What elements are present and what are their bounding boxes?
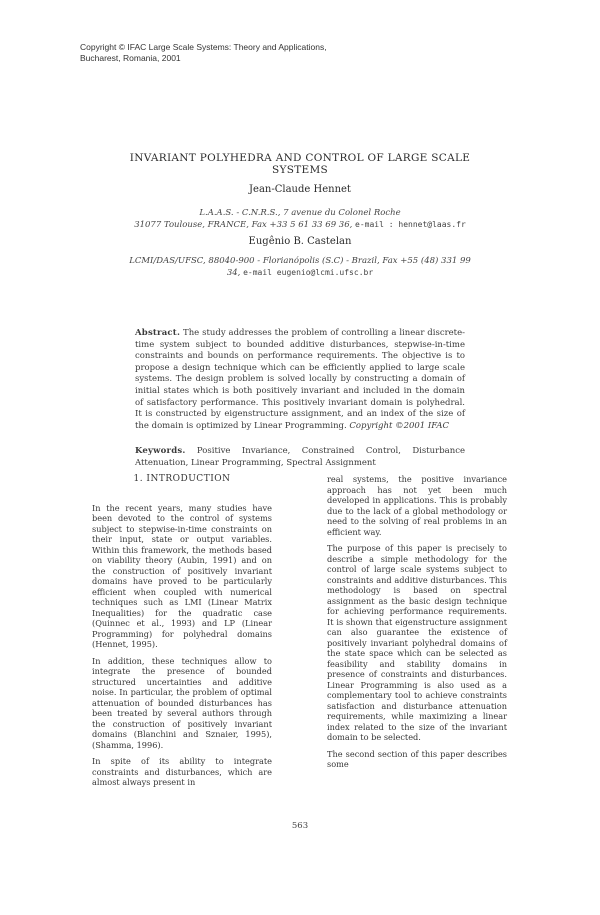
paragraph: real systems, the positive invariance approach has not yet been much developed in applications. This is probably due to the lack of a global methodology or need to the solving of real problems in an efficient way. <box>327 474 507 537</box>
keywords-label: Keywords. <box>135 446 186 456</box>
paragraph: In addition, these techniques allow to integrate the presence of bounded structured uncertainties and additive noise. In particular, the problem of optimal attenuation of bounded disturbances has been treated by several authors through the construction of positively invariant domains (Blanchini and Sznaier, 1995), (Shamma, 1996). <box>92 655 272 750</box>
author-1-name: Jean-Claude Hennet <box>249 184 351 195</box>
author-1-affil-line-2 <box>110 219 490 231</box>
author-1-affil-line-1: L.A.A.S. - C.N.R.S., 7 avenue du Colonel Roche <box>199 208 401 218</box>
copyright-line-1: Copyright © IFAC Large Scale Systems: Theory and Applications, <box>80 42 327 52</box>
keywords <box>135 446 465 469</box>
abstract-label: Abstract. <box>135 328 181 338</box>
abstract-copyright: Copyright ©2001 IFAC <box>349 420 450 431</box>
left-column <box>92 474 272 794</box>
paragraph: In the recent years, many studies have been devoted to the control of systems subject to stepwise-in-time constraints on their input, state or output variables. Within this framework, the methods based on viability theory (Aubin, 1991) and on the construction of positively invariant domains have proved to be particularly efficient when coupled with numerical techniques such as LMI (Linear Matrix Inequalities) for the quadratic case (Quinnec et al., 1993) and LP (Linear Programming) for polyhedral domains (Hennet, 1995). <box>92 502 272 649</box>
paragraph: The second section of this paper describes some <box>327 748 507 769</box>
author-2-affil-line-1: LCMI/DAS/UFSC, 88040-900 - Florianópolis (S.C) - Brazil, Fax +55 (48) 331 99 <box>129 256 471 266</box>
right-column <box>327 474 507 776</box>
author-1-affil-address: 31077 Toulouse, FRANCE, Fax +33 5 61 33 69 36, <box>134 220 353 230</box>
author-2-name: Eugênio B. Castelan <box>248 236 352 247</box>
abstract-text: The study addresses the problem of controlling a linear discrete-time system subject to bounded additive disturbances, stepwise-in-time constraints and bounds on performance requirements. The objective is to propose a design technique which can be efficiently applied to large scale systems. The design problem is solved locally by constructing a domain of initial states which is both positively invariant and included in the domain of satisfactory performance. This positively invariant domain is polyhedral. It is constructed by eigenstructure assignment, and an index of the size of the domain is optimized by Linear Programming. <box>135 328 465 431</box>
copyright-notice <box>80 42 400 64</box>
author-2-email: e-mail eugenio@lcmi.ufsc.br <box>243 268 374 277</box>
author-2-affil-line-2 <box>110 267 490 279</box>
page-number: 563 <box>291 821 309 831</box>
paper-title: INVARIANT POLYHEDRA AND CONTROL OF LARGE SCALE SYSTEMS <box>129 152 471 176</box>
copyright-line-2: Bucharest, Romania, 2001 <box>80 53 181 63</box>
paragraph: In spite of its ability to integrate constraints and disturbances, which are almost always present in <box>92 756 272 787</box>
section-heading: 1. INTRODUCTION <box>133 474 231 484</box>
abstract <box>135 328 465 432</box>
keywords-text: Positive Invariance, Constrained Control, Disturbance Attenuation, Linear Programming, Spectral Assignment <box>135 446 465 468</box>
author-2-affil-prefix: 34, <box>226 268 241 278</box>
author-2-affiliation <box>110 256 490 279</box>
paragraph: The purpose of this paper is precisely to describe a simple methodology for the control of large scale systems subject to constraints and additive disturbances. This methodology is based on spectral assignment as the basic design technique for achieving performance requirements. It is shown that eigenstructure assignment can also guarantee the existence of positively invariant polyhedral domains of the state space which can be selected as feasibility and stability domains in presence of constraints and disturbances. Linear Programming is also used as a complementary tool to achieve constraints satisfaction and disturbance attenuation requirements, while maximizing a linear index related to the size of the invariant domain to be selected. <box>327 543 507 742</box>
author-1-affiliation <box>110 208 490 231</box>
author-1-email: e-mail : hennet@laas.fr <box>355 220 466 229</box>
